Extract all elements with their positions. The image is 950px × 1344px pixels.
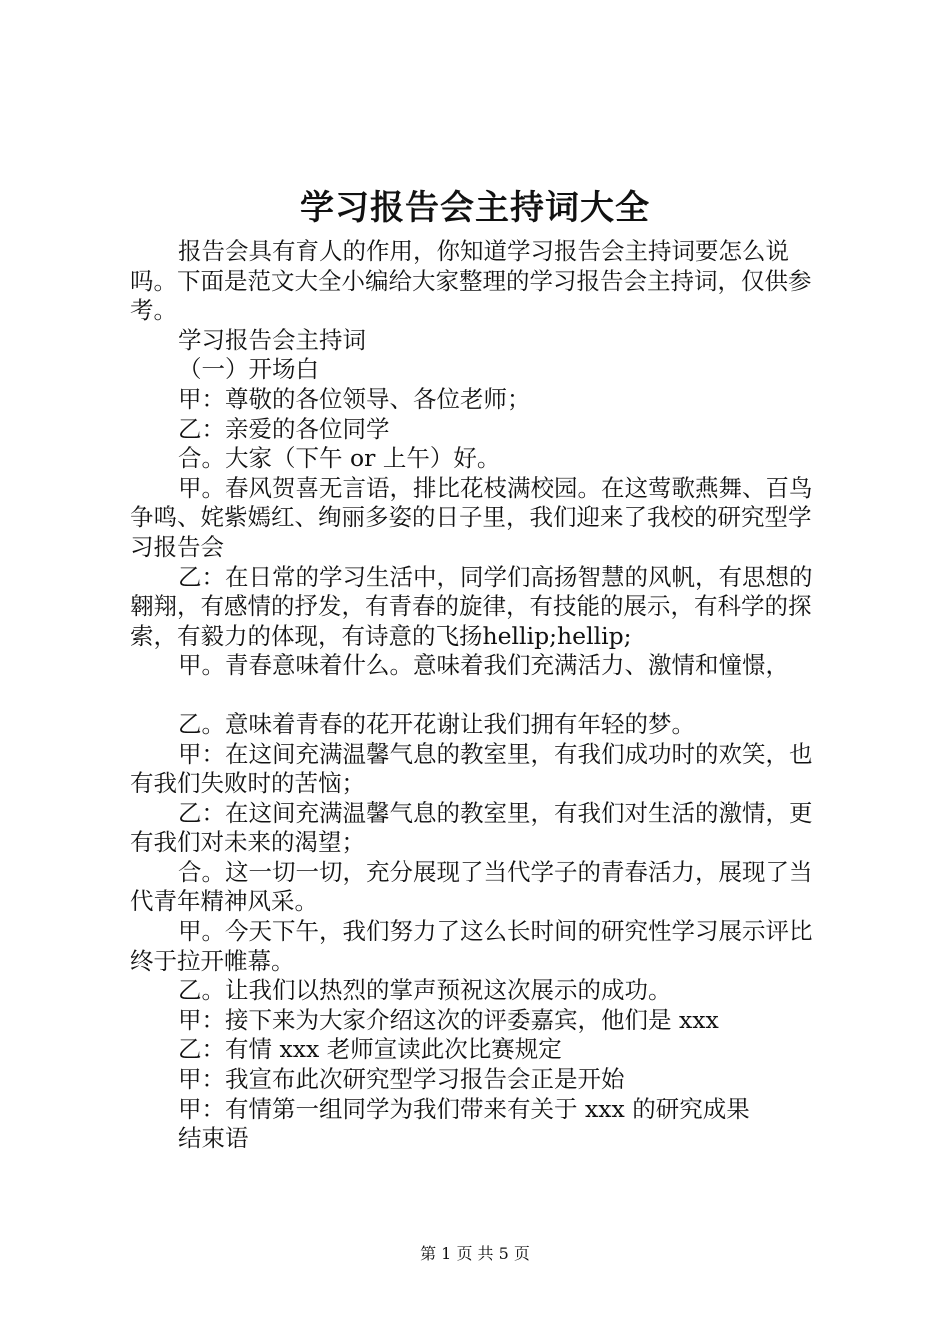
paragraph: 乙：亲爱的各位同学 (178, 414, 390, 443)
paragraph: 甲。今天下午，我们努力了这么长时间的研究性学习展示评比终于拉开帷幕。 (130, 917, 813, 975)
paragraph: 乙：在这间充满温馨气息的教室里，有我们对生活的激情，更有我们对未来的渴望； (130, 798, 813, 857)
paragraph: 合。大家（下午 or 上午）好。 (178, 444, 501, 473)
paragraph-intro: 报告会具有育人的作用，你知道学习报告会主持词要怎么说吗。下面是范文大全小编给大家整理的学习报告会主持词，仅供参考。 (130, 237, 812, 325)
paragraph-section-opening: （一）开场白 (178, 355, 319, 384)
paragraph: 甲。春风贺喜无言语，排比花枝满校园。在这莺歌燕舞、百鸟争鸣、姹紫嫣红、绚丽多姿的日子里，我们迎来了我校的研究型学习报告会 (130, 473, 813, 561)
paragraph: 甲：有情第一组同学为我们带来有关于 xxx 的研究成果 (178, 1094, 750, 1123)
paragraph-closing-heading: 结束语 (178, 1124, 249, 1153)
paragraph: 甲：接下来为大家介绍这次的评委嘉宾，他们是 xxx (178, 1005, 719, 1034)
paragraph: 甲：我宣布此次研究型学习报告会正是开始 (178, 1065, 625, 1094)
paragraph-heading: 学习报告会主持词 (178, 325, 366, 354)
document-body (130, 237, 830, 1154)
paragraph: 甲：在这间充满温馨气息的教室里，有我们成功时的欢笑，也有我们失败时的苦恼； (130, 739, 813, 798)
paragraph: 乙：有情 xxx 老师宣读此次比赛规定 (178, 1035, 562, 1064)
page-footer: 第 1 页 共 5 页 (420, 1244, 530, 1263)
paragraph: 合。这一切一切，充分展现了当代学子的青春活力，展现了当代青年精神风采。 (130, 857, 813, 916)
paragraph: 甲：尊敬的各位领导、各位老师； (178, 384, 531, 413)
document-title: 学习报告会主持词大全 (300, 188, 650, 228)
paragraph: 乙：在日常的学习生活中，同学们高扬智慧的风帆，有思想的翱翔，有感情的抒发，有青春的旋律，有技能的展示，有科学的探索，有毅力的体现，有诗意的飞扬hellip;hellip; (130, 562, 813, 650)
paragraph: 甲。青春意味着什么。意味着我们充满活力、激情和憧憬， (178, 651, 789, 680)
paragraph: 乙。让我们以热烈的掌声预祝这次展示的成功。 (178, 976, 672, 1005)
paragraph: 乙。意味着青春的花开花谢让我们拥有年轻的梦。 (178, 709, 695, 738)
